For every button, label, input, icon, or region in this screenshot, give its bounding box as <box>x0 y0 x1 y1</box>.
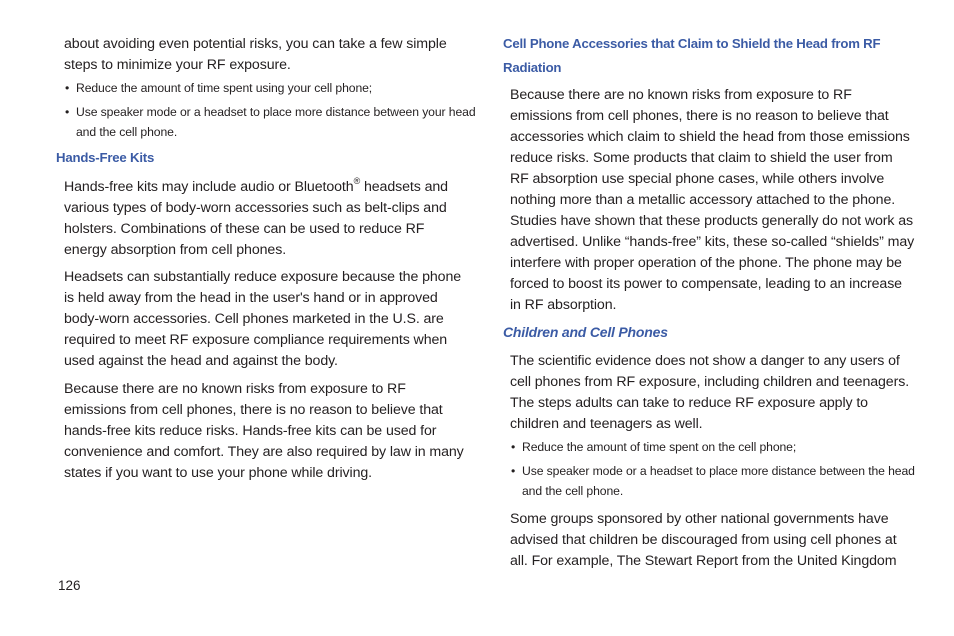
bullet-icon: • <box>65 105 70 119</box>
list-item <box>510 461 922 501</box>
list-item <box>64 78 476 98</box>
section-heading-hands-free-kits: Hands-Free Kits <box>56 150 155 165</box>
children-paragraph-1: The scientific evidence does not show a danger to any users of cell phones from RF exposure, including children and teenagers. The steps adults can take to reduce RF exposure apply to children and teenagers as well. <box>510 353 910 432</box>
hands-free-paragraph-2: Headsets can substantially reduce exposure because the phone is held away from the head in the user's hand or in approved body-worn accessories. Cell phones marketed in the U.S. are required to meet RF exposure compliance requirements when used against the head and against the body. <box>64 269 462 369</box>
accessories-paragraph: Because there are no known risks from exposure to RF emissions from cell phones, there is no reason to believe that accessories which claim to shield the head from those emissions reduce risks. Some products that claim to shield the user from RF absorption use special phone cases, while others involve nothing more than a metallic accessory attached to the phone. Studies have shown that these products generally do not work as advertised. Unlike “hands-free” kits, these so-called “shields” may interfere with proper operation of the phone. The phone may be forced to boost its power to compensate, leading to an increase in RF absorption. <box>510 87 915 313</box>
list-item <box>64 102 476 142</box>
page-number: 126 <box>58 578 81 593</box>
section-heading-children: Children and Cell Phones <box>503 324 668 340</box>
registered-mark: ® <box>353 176 361 187</box>
bullet-icon: • <box>511 464 516 478</box>
bullet-text: Reduce the amount of time spent on the cell phone; <box>522 440 797 454</box>
bullet-icon: • <box>511 440 516 454</box>
list-item <box>510 437 922 457</box>
paragraph-text: Hands-free kits may include audio or Bluetooth <box>64 179 354 195</box>
intro-paragraph: about avoiding even potential risks, you can take a few simple steps to minimize your RF exposure. <box>64 36 447 73</box>
bullet-text: Reduce the amount of time spent using your cell phone; <box>76 81 373 95</box>
paragraph-text: headsets and various types of body-worn accessories such as belt-clips and holsters. Combinations of these can be used to reduce RF energy absorption from cell phones. <box>64 179 448 258</box>
bullet-icon: • <box>65 81 70 95</box>
hands-free-paragraph-1 <box>64 177 464 261</box>
bullet-text: Use speaker mode or a headset to place more distance between your head and the cell phone. <box>76 105 476 139</box>
bullet-text: Use speaker mode or a headset to place more distance between the head and the cell phone. <box>522 464 915 498</box>
hands-free-paragraph-3: Because there are no known risks from exposure to RF emissions from cell phones, there is no reason to believe that hands-free kits reduce risks. Hands-free kits can be used for convenience and comfort. They are also required by law in many states if you want to use your phone while driving. <box>64 381 464 481</box>
section-heading-accessories: Cell Phone Accessories that Claim to Shield the Head from RF Radiation <box>503 36 881 75</box>
children-paragraph-2: Some groups sponsored by other national governments have advised that children be discouraged from using cell phones at all. For example, The Stewart Report from the United Kingdom <box>510 511 897 569</box>
